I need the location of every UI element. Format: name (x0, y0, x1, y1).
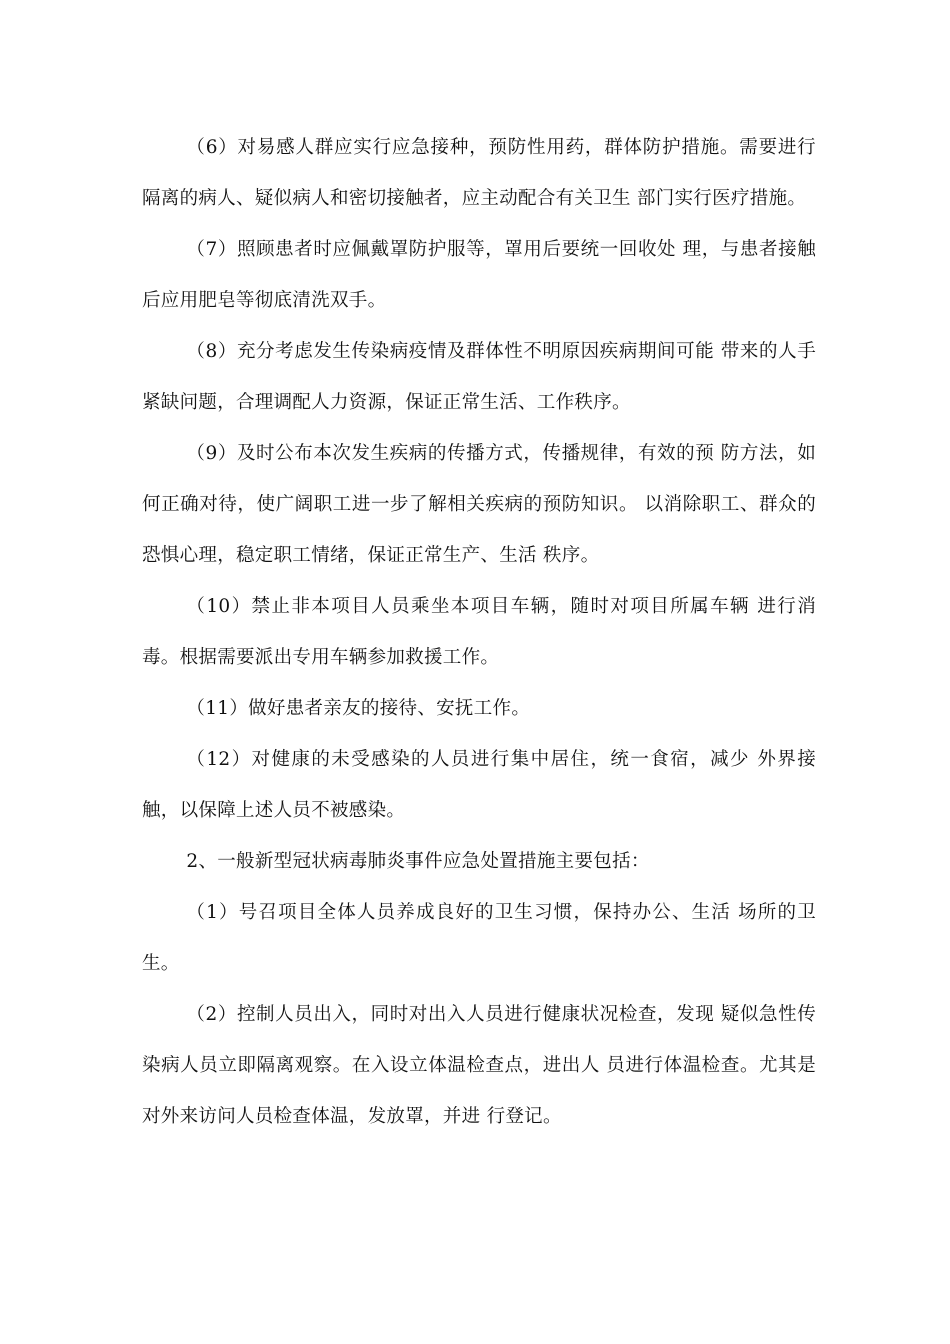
paragraph-item-11: （11）做好患者亲友的接待、安抚工作。 (186, 698, 531, 719)
paragraph-item-1: （1）号召项目全体人员养成良好的卫生习惯，保持办公、生活 场所的卫生。 (142, 902, 816, 974)
paragraph-item-7: （7）照顾患者时应佩戴罩防护服等，罩用后要统一回收处 理，与患者接触后应用肥皂等彻底清洗双手。 (142, 239, 816, 311)
paragraph-item-12: （12）对健康的未受感染的人员进行集中居住，统一食宿，减少 外界接触，以保障上述人员不被感染。 (142, 749, 816, 821)
paragraph-item-2: （2）控制人员出入，同时对出入人员进行健康状况检查，发现 疑似急性传染病人员立即隔离观察。在入设立体温检查点，进出人 员进行体温检查。尤其是对外来访问人员检查体温，发放罩，并进 行登记。 (142, 1004, 816, 1127)
paragraph-item-8: （8）充分考虑发生传染病疫情及群体性不明原因疾病期间可能 带来的人手紧缺问题，合理调配人力资源，保证正常生活、工作秩序。 (142, 341, 816, 413)
paragraph-item-10: （10）禁止非本项目人员乘坐本项目车辆，随时对项目所属车辆 进行消毒。根据需要派出专用车辆参加救援工作。 (142, 596, 816, 668)
paragraph-item-9: （9）及时公布本次发生疾病的传播方式，传播规律，有效的预 防方法，如何正确对待，使广阔职工进一步了解相关疾病的预防知识。 以消除职工、群众的恐惧心理，稳定职工情绪，保证正常生产、生活 秩序。 (142, 443, 816, 566)
section-heading-2: 2、一般新型冠状病毒肺炎事件应急处置措施主要包括： (186, 851, 650, 872)
paragraph-item-6: （6）对易感人群应实行应急接种，预防性用药，群体防护措施。需要进行隔离的病人、疑似病人和密切接触者，应主动配合有关卫生 部门实行医疗措施。 (142, 137, 816, 209)
document-body (142, 122, 816, 1142)
